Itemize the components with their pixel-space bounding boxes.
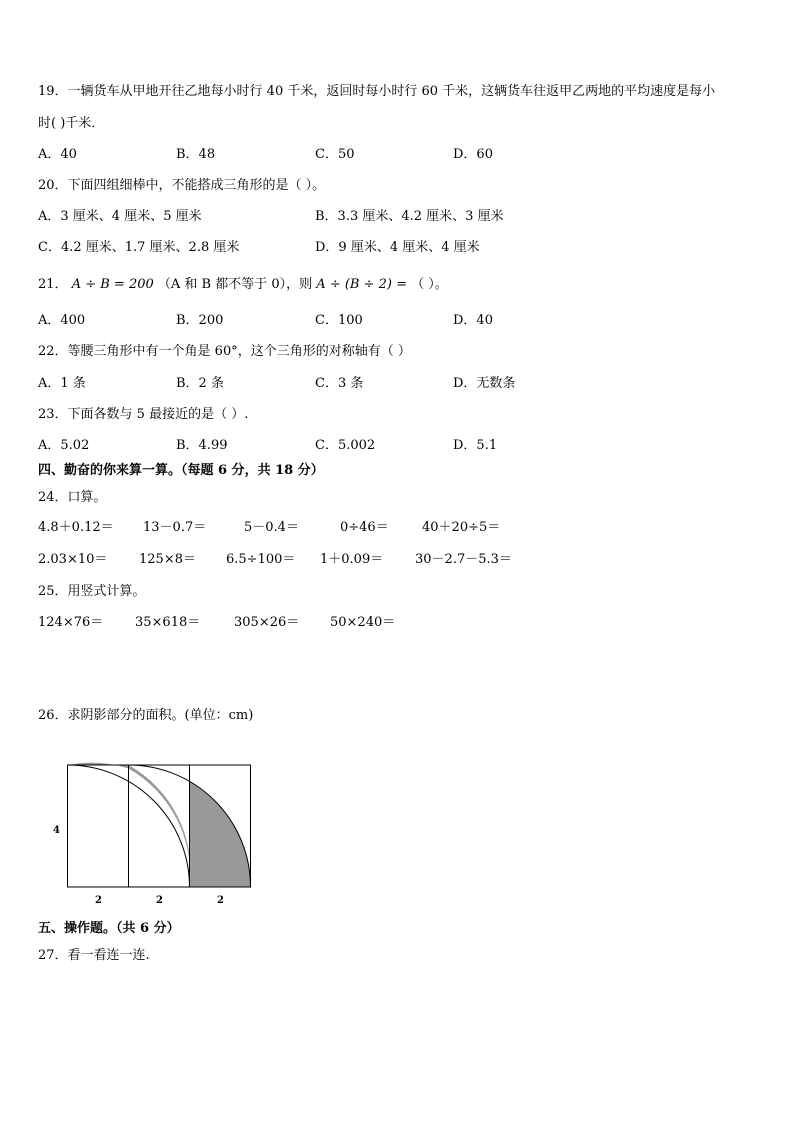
q21-stem bbox=[38, 277, 448, 293]
q20-option-b: B．3.3 厘米、4.2 厘米、3 厘米 bbox=[315, 209, 504, 224]
q21-option-b: B．200 bbox=[176, 313, 224, 328]
q24-item: 125×8＝ bbox=[139, 552, 196, 567]
q19-option-b: B．48 bbox=[176, 147, 216, 162]
q24-item: 1＋0.09＝ bbox=[320, 552, 384, 567]
section-4-heading: 四、勤奋的你来算一算。（每题 6 分，共 18 分） bbox=[38, 463, 324, 478]
width-label: 2 bbox=[217, 895, 224, 906]
q21-expression-1: A ÷ B = 200 bbox=[71, 277, 154, 292]
q19-line2: 时( )千米． bbox=[38, 116, 105, 131]
q20-option-d: D．9 厘米、4 厘米、4 厘米 bbox=[315, 240, 480, 255]
q26-stem: 26．求阴影部分的面积。(单位：cm) bbox=[38, 708, 254, 723]
q21-option-a: A．400 bbox=[38, 313, 86, 328]
q22-option-c: C．3 条 bbox=[315, 376, 364, 391]
q23-option-c: C．5.002 bbox=[315, 438, 376, 453]
q25-item: 50×240＝ bbox=[330, 615, 396, 630]
q23-option-b: B．4.99 bbox=[176, 438, 228, 453]
q25-item: 305×26＝ bbox=[234, 615, 300, 630]
q21-suffix: （ ）。 bbox=[411, 277, 448, 292]
q21-middle: （A 和 B 都不等于 0），则 bbox=[157, 277, 313, 292]
q20-stem: 20．下面四组细棒中，不能搭成三角形的是（ ）。 bbox=[38, 178, 326, 193]
q21-expression-2: A ÷ (B ÷ 2) = bbox=[316, 277, 407, 292]
q23-option-a: A．5.02 bbox=[38, 438, 90, 453]
q20-option-a: A．3 厘米、4 厘米、5 厘米 bbox=[38, 209, 202, 224]
q22-option-d: D．无数条 bbox=[453, 376, 516, 391]
q19-option-a: A．40 bbox=[38, 147, 77, 162]
q24-item: 5－0.4＝ bbox=[244, 520, 299, 535]
q25-item: 124×76＝ bbox=[38, 615, 104, 630]
q23-stem: 23．下面各数与 5 最接近的是（ ）. bbox=[38, 407, 249, 422]
q27-stem: 27．看一看连一连. bbox=[38, 948, 150, 963]
q24-stem: 24．口算。 bbox=[38, 490, 107, 505]
q24-item: 2.03×10＝ bbox=[38, 552, 108, 567]
q24-item: 30－2.7－5.3＝ bbox=[415, 552, 512, 567]
q22-option-a: A．1 条 bbox=[38, 376, 86, 391]
q21-prefix: 21． bbox=[38, 277, 68, 292]
q24-item: 40＋20÷5＝ bbox=[422, 520, 501, 535]
q19-option-d: D．60 bbox=[453, 147, 493, 162]
q19-option-c: C．50 bbox=[315, 147, 355, 162]
q25-stem: 25．用竖式计算。 bbox=[38, 584, 146, 599]
section-5-heading: 五、操作题。（共 6 分） bbox=[38, 921, 180, 936]
q21-option-d: D．40 bbox=[453, 313, 493, 328]
q20-option-c: C．4.2 厘米、1.7 厘米、2.8 厘米 bbox=[38, 240, 240, 255]
q25-item: 35×618＝ bbox=[135, 615, 201, 630]
q21-option-c: C．100 bbox=[315, 313, 363, 328]
q19-line1: 19．一辆货车从甲地开往乙地每小时行 40 千米，返回时每小时行 60 千米，这辆货车往返甲乙两地的平均速度是每小 bbox=[38, 84, 716, 99]
q24-item: 13－0.7＝ bbox=[143, 520, 207, 535]
width-label: 2 bbox=[95, 895, 102, 906]
width-label: 2 bbox=[156, 895, 163, 906]
height-label: 4 bbox=[53, 825, 60, 836]
q24-item: 0÷46＝ bbox=[340, 520, 389, 535]
shaded-area-figure bbox=[45, 755, 265, 910]
q24-item: 6.5÷100＝ bbox=[226, 552, 296, 567]
q24-item: 4.8＋0.12＝ bbox=[38, 520, 114, 535]
q22-stem: 22．等腰三角形中有一个角是 60°，这个三角形的对称轴有（ ） bbox=[38, 344, 411, 359]
q23-option-d: D．5.1 bbox=[453, 438, 498, 453]
q22-option-b: B．2 条 bbox=[176, 376, 224, 391]
